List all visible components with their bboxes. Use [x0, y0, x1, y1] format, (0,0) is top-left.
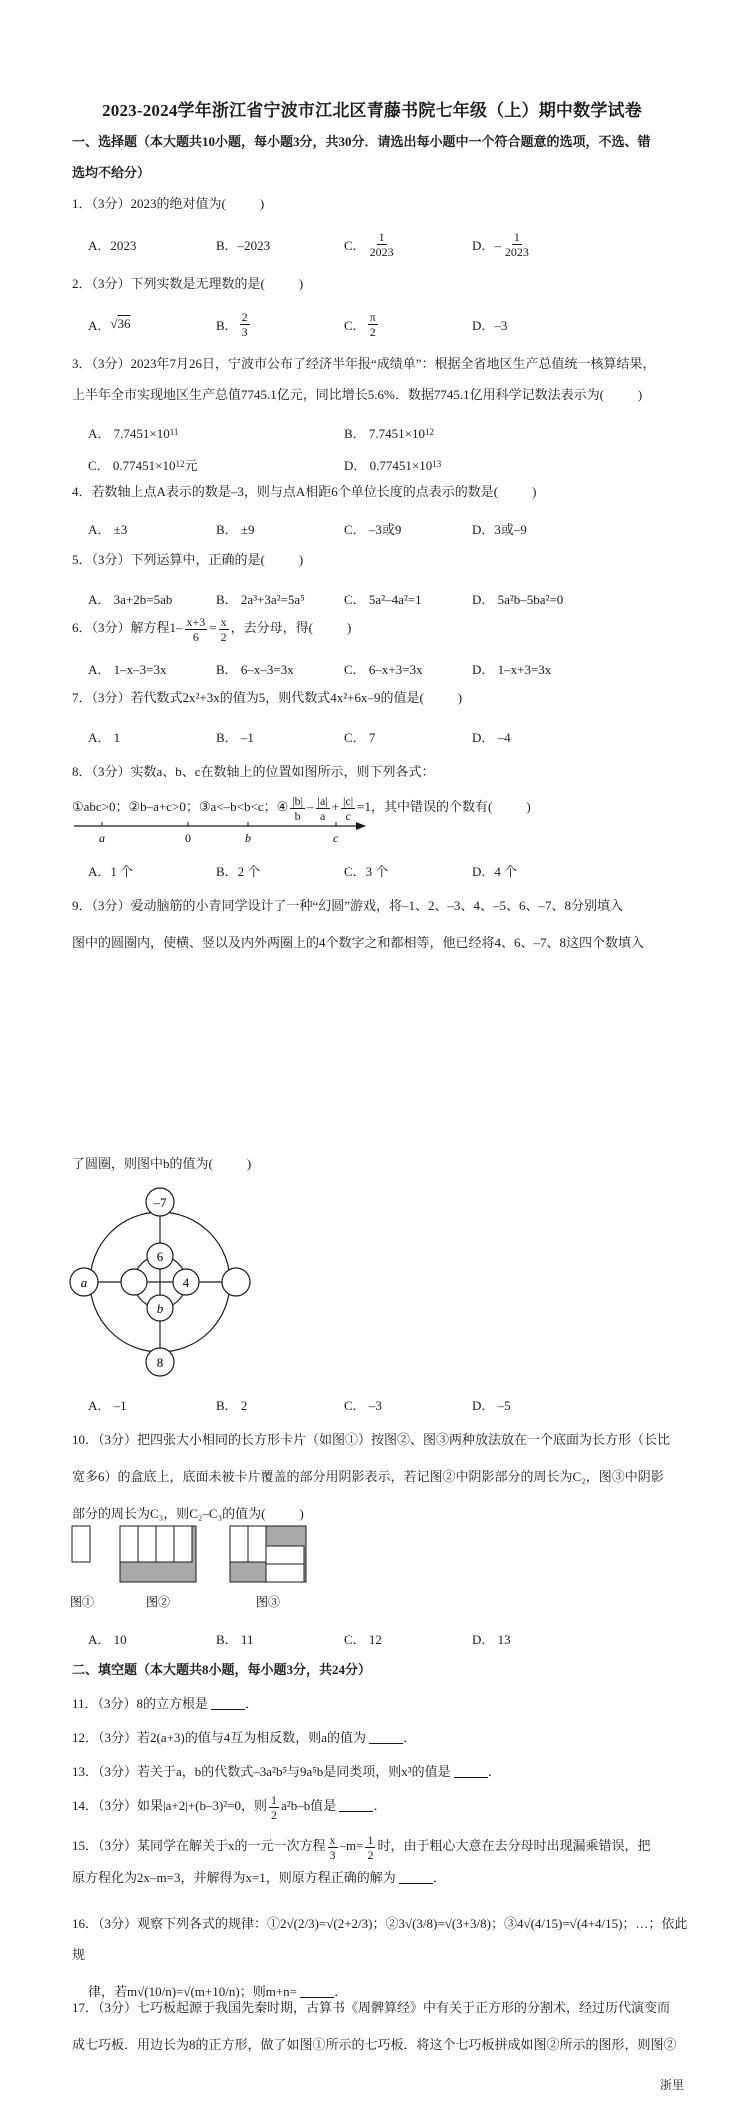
question-1: 1．（3分）2023的绝对值为( )	[72, 196, 265, 211]
question-8: 8．（3分）实数a、b、c在数轴上的位置如图所示，则下列各式： ①abc>0；②b–a+c>0；③a<–b<b<c；④ $\frac{|b|}{b}$ – $\frac{|a|}{a}$ + $\frac{|c|}{c}$ =1，其中错误的个数有( )	[72, 764, 531, 823]
option-a[interactable]: A． –1	[88, 1397, 127, 1413]
question-9-continued: 了圆圈，则图中b的值为( )	[72, 1156, 252, 1171]
value-bottom: 8	[156, 1355, 164, 1370]
option-b[interactable]: B． ±9	[216, 521, 255, 537]
option-c[interactable]: C． $\frac{\pi}{2}$	[344, 309, 376, 339]
question-9-options	[88, 1384, 708, 1424]
question-17: 17．（3分）七巧板起源于我国先秦时期，古算书《周髀算经》中有关于正方形的分割术，经过历代演变而 成七巧板．用边长为8的正方形，做了如图①所示的七巧板．将这个七巧板拼成如图②所示的图形，则图②	[72, 2000, 677, 2052]
circle-inner-left	[121, 1269, 147, 1295]
question-9: 9．（3分）爱动脑筋的小青同学设计了一种“幻圆”游戏，将–1、2、–3、4、–5、6、–7、8分别填入 图中的圆圈内，使横、竖以及内外两圈上的4个数字之和都相等，他已经将4、6、–7、8这四个数填入	[72, 898, 645, 950]
question-5: 5．（3分）下列运算中，正确的是( )	[72, 552, 304, 567]
question-2: 2．（3分）下列实数是无理数的是( )	[72, 276, 304, 291]
option-d[interactable]: D．3或–9	[472, 521, 527, 537]
question-10: 10．（3分）把四张大小相同的长方形卡片（如图①）按图②、图③两种放法放在一个底面为长方形（长比 宽多6）的盒底上，底面未被卡片覆盖的部分用阴影表示，若记图②中阴影部分的周长为C₂，图③中阴影 部分的周长为C₃，则C₂–C₃的值为( )	[72, 1432, 671, 1521]
magic-circle-figure	[64, 1184, 264, 1384]
option-a[interactable]: A． 7.7451×10 11	[88, 425, 179, 441]
option-c[interactable]: C． 7	[344, 729, 376, 745]
question-3: 3．（3分）2023年7月26日，宁波市公布了经济半年报“成绩单”：根据全省地区生产总值统一核算结果， 上半年全市实现地区生产总值7745.1亿元，同比增长5.6%．数据7745.1亿用科学记数法表示为( )	[72, 356, 656, 402]
option-c[interactable]: C．3 个	[344, 863, 389, 879]
option-a[interactable]: A． ±3	[88, 521, 128, 537]
option-b[interactable]: B． 6–x–3=3x	[216, 661, 294, 677]
question-6: 6．（3分）解方程1– $\frac{x+3}{6}$ = $\frac{x}{2}$ ，去分母，得( )	[72, 614, 352, 644]
question-16: 16．（3分）观察下列各式的规律：①2√(2/3)=√(2+2/3)；②3√(3/8)=√(3+3/8)；③4√(4/15)=√(4+4/15)；…；依此规 律，若m√(10/n)=√(m+10/n)；则m+n= ．	[72, 1916, 688, 1999]
question-7-options	[88, 716, 708, 756]
fig2-label: 图②	[146, 1595, 171, 1609]
option-d[interactable]: D． 5a²b–5ba²=0	[472, 591, 564, 607]
question-12: 12．（3分）若2(a+3)的值与4互为相反数，则a的值为 ．	[72, 1730, 417, 1745]
option-b[interactable]: B． 7.7451×10 12	[344, 425, 435, 441]
section-2-heading: 二、填空题（本大题共8小题，每小题3分，共24分）	[72, 1662, 372, 1677]
value-top: –7	[153, 1195, 167, 1210]
option-d[interactable]: D．4 个	[472, 863, 518, 879]
value-inner-top: 6	[156, 1249, 164, 1264]
option-c[interactable]: C． $\frac{1}{2023}$	[344, 229, 394, 259]
question-2-options	[88, 304, 708, 344]
page-footer: 浙里	[659, 2078, 684, 2092]
exam-title: 2023-2024学年浙江省宁波市江北区青藤书院七年级（上）期中数学试卷	[102, 101, 642, 120]
option-d[interactable]: D． 13	[472, 1631, 511, 1647]
question-10-options	[88, 1618, 708, 1658]
answer-blank[interactable]	[454, 1764, 488, 1778]
option-d[interactable]: D． –5	[472, 1397, 511, 1413]
option-a[interactable]: A． 1–x–3=3x	[88, 661, 167, 677]
option-b[interactable]: B． 2	[216, 1397, 248, 1413]
option-d[interactable]: D． –4	[472, 729, 511, 745]
question-13: 13．（3分）若关于a，b的代数式–3a²b⁵与9a⁵b是同类项，则x³的值是 ．	[72, 1764, 501, 1779]
fig3-label: 图③	[256, 1595, 281, 1609]
option-b[interactable]: B．2 个	[216, 863, 261, 879]
axis-arrow	[356, 822, 366, 830]
question-8-options	[88, 850, 708, 890]
question-1-options	[88, 224, 708, 264]
option-d[interactable]: D．– $\frac{1}{2023}$	[472, 229, 529, 259]
option-d[interactable]: D． 1–x+3=3x	[472, 661, 552, 677]
value-inner-right: 4	[182, 1275, 190, 1290]
option-a[interactable]: A． 1	[88, 729, 121, 745]
option-a[interactable]: A．2023	[88, 237, 137, 253]
option-a[interactable]: A． 10	[88, 1631, 127, 1647]
option-c[interactable]: C． –3	[344, 1397, 382, 1413]
option-a[interactable]: A． √ 36	[88, 316, 131, 333]
fig1-label: 图①	[70, 1595, 95, 1609]
option-a[interactable]: A．1 个	[88, 863, 134, 879]
option-b[interactable]: B．–2023	[216, 237, 271, 253]
question-4-options	[88, 508, 708, 548]
option-b[interactable]: B． –1	[216, 729, 254, 745]
option-c[interactable]: C． 6–x+3=3x	[344, 661, 423, 677]
question-15: 15．（3分）某同学在解关于x的一元一次方程 $\frac{x}{3}$ –m= $\frac{1}{2}$ 时，由于粗心大意在去分母时出现漏乘错误，把 原方程化为2x–m=3，并解得为x=1，则原方程正确的解为 ．	[72, 1832, 651, 1885]
option-b[interactable]: B． 2a³+3a²=5a⁵	[216, 591, 305, 607]
answer-blank[interactable]	[399, 1870, 433, 1884]
label-a: a	[99, 831, 105, 845]
number-line-figure	[70, 818, 370, 848]
question-7: 7．（3分）若代数式2x²+3x的值为5，则代数式4x²+6x–9的值是( )	[72, 690, 463, 705]
option-d[interactable]: D．–3	[472, 317, 508, 333]
answer-blank[interactable]	[369, 1730, 403, 1744]
question-11: 11．（3分）8的立方根是 ．	[72, 1696, 259, 1711]
value-b: b	[156, 1301, 164, 1316]
fig1-card	[72, 1526, 90, 1562]
option-b[interactable]: B． $\frac{2}{3}$	[216, 309, 248, 339]
option-c[interactable]: C． 5a²–4a²=1	[344, 591, 422, 607]
answer-blank[interactable]	[211, 1696, 245, 1710]
label-b: b	[245, 831, 251, 845]
question-14: 14．（3分）如果|a+2|+(b–3)²=0，则 $\frac{1}{2}$ a²b–b值是 ．	[72, 1792, 387, 1822]
option-c[interactable]: C． 0.77451×10 12 元	[88, 457, 198, 473]
cards-figure	[70, 1524, 340, 1614]
label-c: c	[333, 831, 339, 845]
question-4: 4．若数轴上点A表示的数是–3，则与点A相距6个单位长度的点表示的数是( )	[72, 484, 537, 499]
option-a[interactable]: A． 3a+2b=5ab	[88, 591, 173, 607]
option-d[interactable]: D． 0.77451×10 13	[344, 457, 442, 473]
value-a: a	[80, 1275, 88, 1290]
option-c[interactable]: C． 12	[344, 1631, 382, 1647]
circle-right	[222, 1268, 250, 1296]
label-0: 0	[185, 831, 191, 845]
answer-blank[interactable]	[339, 1798, 373, 1812]
section-1-heading: 一、选择题（本大题共10小题，每小题3分，共30分．请选出每小题中一个符合题意的选项，不选、错 选均不给分）	[72, 134, 651, 180]
option-c[interactable]: C． –3或9	[344, 521, 402, 537]
option-b[interactable]: B． 11	[216, 1631, 254, 1647]
